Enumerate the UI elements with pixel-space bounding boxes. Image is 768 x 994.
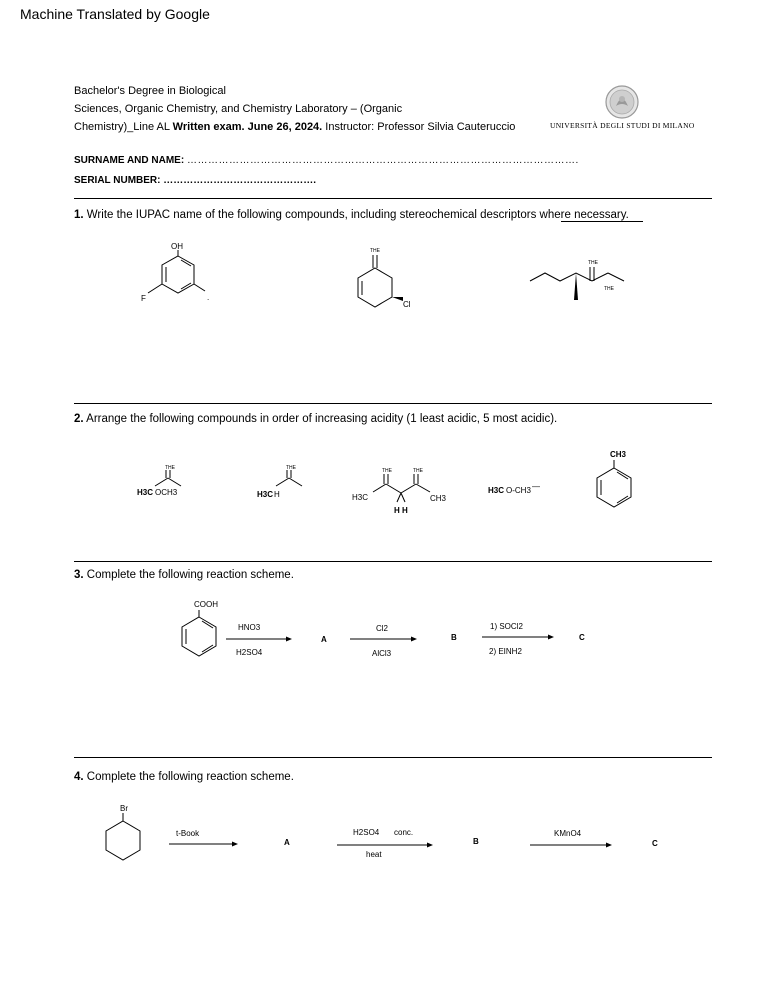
q2-c4-charge: — xyxy=(532,482,540,491)
q2-c1-the: THE xyxy=(165,465,175,471)
q3-r2-bot: AlCl3 xyxy=(372,649,392,658)
course-line-1: Bachelor's Degree in Biological xyxy=(74,85,226,97)
q2-c3-the1: THE xyxy=(382,468,392,474)
q2-c1-left: H3C xyxy=(137,488,154,497)
serial-label: SERIAL NUMBER: ………………………………………. xyxy=(74,175,317,186)
q3-product-a: A xyxy=(321,635,327,644)
q2-c4-left: H3C xyxy=(488,486,505,495)
q4-product-b: B xyxy=(473,837,479,846)
q3-product-c: C xyxy=(579,633,585,642)
q2-c2-left: H3C xyxy=(257,490,274,499)
exam-date: Written exam. June 26, 2024. xyxy=(172,121,323,133)
q2-c4-right: O-CH3 xyxy=(506,486,531,495)
question-1-number: 1. xyxy=(74,209,84,221)
q1-m3-the1: THE xyxy=(588,260,598,266)
q4-cyclohexane xyxy=(106,813,140,860)
q1-m1-dot: . xyxy=(207,293,210,302)
q1-m1-oh: OH xyxy=(171,242,183,251)
q2-c3-the2: THE xyxy=(413,468,423,474)
surname-label: SURNAME AND NAME: xyxy=(74,155,185,166)
q4-r1-top: t-Book xyxy=(176,829,200,838)
q2-c2-right: H xyxy=(274,490,280,499)
q1-m3-the2: THE xyxy=(604,286,614,292)
course-line-3-pre: Chemistry)_Line AL xyxy=(74,121,173,133)
course-line-2: Sciences, Organic Chemistry, and Chemistry Laboratory – (Organic xyxy=(74,103,403,115)
q4-start-br: Br xyxy=(120,804,128,813)
q2-c2-the: THE xyxy=(286,465,296,471)
question-1-text-a: Write the IUPAC name of the following compounds, including stereochemical descriptors whe xyxy=(83,209,561,221)
q1-m1-f: F xyxy=(141,294,146,303)
q3-r3-bot: 2) EINH2 xyxy=(489,647,522,656)
instructor: Instructor: Professor Silvia Cauteruccio xyxy=(322,121,516,133)
q4-r2-top2: conc. xyxy=(394,828,414,837)
q4-r2-top: H2SO4 xyxy=(353,828,380,837)
surname-blank: …………………………………………………………………………………………………. xyxy=(186,155,579,166)
q3-r3-top: 1) SOCl2 xyxy=(490,622,523,631)
question-2-number: 2. xyxy=(74,413,84,425)
q2-c5-ch3: CH3 xyxy=(610,450,627,459)
translation-banner: Machine Translated by Google xyxy=(20,6,210,22)
q2-c3-left: H3C xyxy=(352,493,369,502)
q4-product-a: A xyxy=(284,838,290,847)
q3-r1-top: HNO3 xyxy=(238,623,261,632)
question-1-text-b: re necessary. xyxy=(561,209,643,222)
q3-r2-top: Cl2 xyxy=(376,624,389,633)
q2-c3-right: CH3 xyxy=(430,494,447,503)
question-3-number: 3. xyxy=(74,569,84,581)
question-4-text: Complete the following reaction scheme. xyxy=(83,771,294,783)
q2-c1-right: OCH3 xyxy=(155,488,178,497)
question-4-number: 4. xyxy=(74,771,84,783)
university-name: UNIVERSITÀ DEGLI STUDI DI MILANO xyxy=(550,121,695,130)
q4-r3-top: KMnO4 xyxy=(554,829,582,838)
question-3-text: Complete the following reaction scheme. xyxy=(83,569,294,581)
q2-c3-bottom: H H xyxy=(394,506,408,515)
q3-start-cooh: COOH xyxy=(194,600,218,609)
q1-m2-the: THE xyxy=(370,248,380,254)
q3-product-b: B xyxy=(451,633,457,642)
q4-product-c: C xyxy=(652,839,658,848)
q4-r2-bot: heat xyxy=(366,850,382,859)
question-2-text: Arrange the following compounds in order of increasing acidity (1 least acidic, 5 most acidic). xyxy=(83,413,558,425)
q3-r1-bot: H2SO4 xyxy=(236,648,263,657)
q1-m2-cl: Cl xyxy=(403,300,411,309)
